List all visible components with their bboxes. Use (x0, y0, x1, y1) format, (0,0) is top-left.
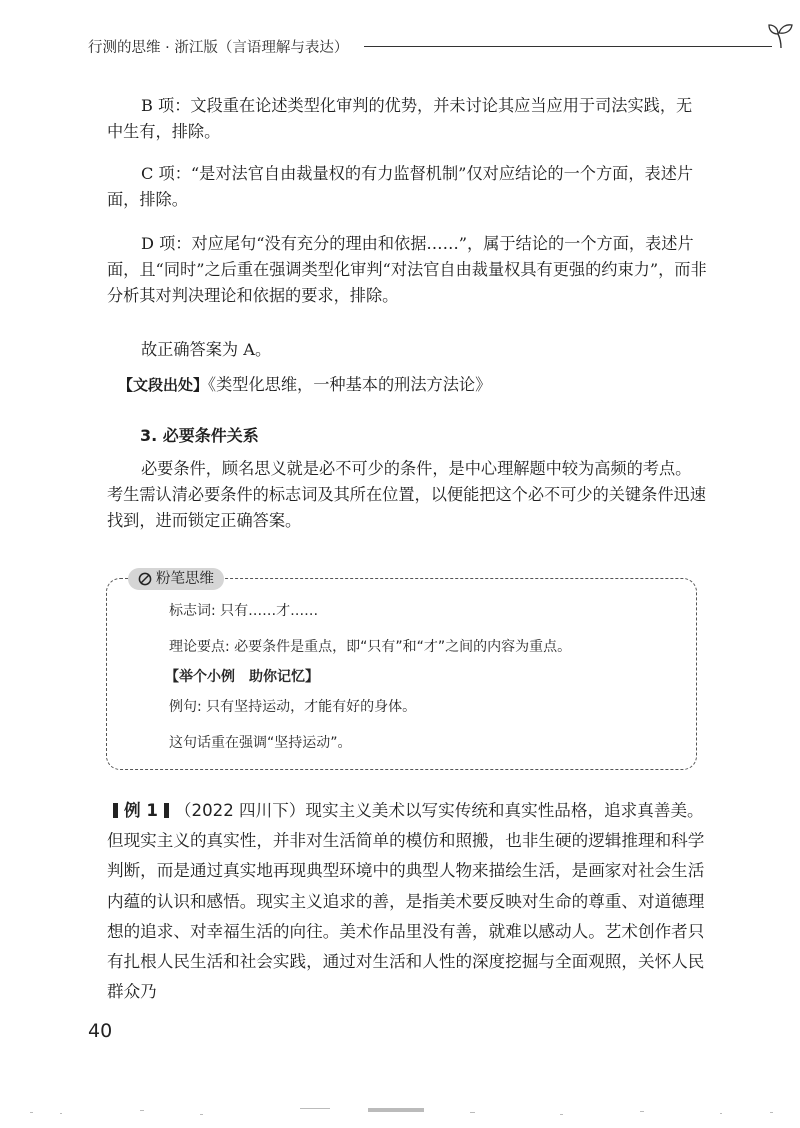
option-d-analysis: D 项：对应尾句“没有充分的理由和依据……”，属于结论的一个方面，表述片面，且“同时”之后重在强调类型化审判“对法官自由裁量权具有更强的约束力”，而非分析其对判决理论和依据的要求，排除。 (107, 234, 707, 305)
source-title: 《类型化思维，一种基本的刑法方法论》 (208, 375, 492, 394)
sprout-icon (766, 20, 796, 50)
passage-source (118, 372, 718, 398)
marker-words: 标志词: 只有……才…… (169, 603, 319, 619)
page-number: 40 (88, 1020, 113, 1042)
callout-tag (128, 568, 224, 590)
theory-point: 理论要点: 必要条件是重点，即“只有”和“才”之间的内容为重点。 (169, 639, 572, 655)
example-paragraph (107, 796, 709, 1007)
label-bar-left (113, 803, 118, 818)
example-heading: 【举个小例 助你记忆】 (165, 669, 319, 685)
example-sentence: 例句: 只有坚持运动，才能有好的身体。 (169, 699, 417, 715)
header-title: 行测的思维 · 浙江版（言语理解与表达） (88, 40, 349, 56)
scan-artifact (0, 1096, 800, 1126)
label-bar-right (164, 803, 169, 818)
header-rule (364, 46, 772, 47)
example-body: （2022 四川下）现实主义美术以写实传统和真实性品格，追求真善美。但现实主义的真实性，并非对生活简单的模仿和照搬，也非生硬的逻辑推理和科学判断，而是通过真实地再现典型环境中的典型人物来描绘生活，是画家对社会生活内蕴的认识和感悟。现实主义追求的善，是指美术要反映对生命的尊重、对道德理想的追求、对幸福生活的向往。美术作品里没有善，就难以感动人。艺术创作者只有扎根人民生活和社会实践，通过对生活和人性的深度挖掘与全面观照，关怀人民群众乃 (107, 801, 705, 1002)
running-header (88, 36, 728, 60)
ban-icon (138, 572, 152, 586)
example-note: 这句话重在强调“坚持运动”。 (169, 735, 352, 751)
option-b-analysis: B 项：文段重在论述类型化审判的优势，并未讨论其应当应用于司法实践，无中生有，排除。 (107, 96, 693, 141)
option-c-analysis: C 项：“是对法官自由裁量权的有力监督机制”仅对应结论的一个方面，表述片面，排除。 (107, 164, 694, 209)
source-label: 【文段出处】 (118, 376, 209, 394)
section-intro: 必要条件，顾名思义就是必不可少的条件，是中心理解题中较为高频的考点。考生需认清必要条件的标志词及其所在位置，以便能把这个必不可少的关键条件迅速找到，进而锁定正确答案。 (107, 459, 706, 530)
section-heading: 3. 必要条件关系 (140, 426, 259, 445)
example-label: 例 1 (124, 801, 158, 820)
callout-tag-label: 粉笔思维 (156, 571, 214, 587)
correct-answer: 故正确答案为 A。 (141, 340, 272, 359)
